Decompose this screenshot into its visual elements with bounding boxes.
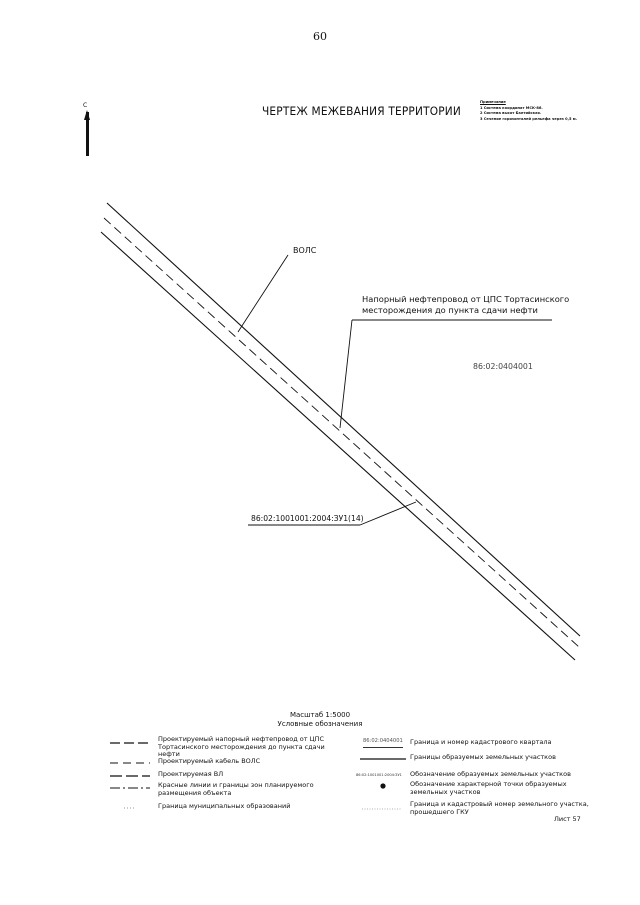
scale-block [0,711,640,729]
note-line: 2 Система высот Балтийская. [480,111,542,116]
drawing-title: ЧЕРТЕЖ МЕЖЕВАНИЯ ТЕРРИТОРИИ [262,104,461,118]
dash-swatch [110,761,150,765]
dot-swatch [110,806,150,810]
vols-leader-line [238,255,288,332]
legend-text: Проектируемый кабель ВОЛС [158,757,261,765]
legend-text: Проектируемая ВЛ [158,770,224,778]
legend-item [360,739,600,749]
pipeline-label-line: Напорный нефтепровод от ЦПС Тортасинского [362,294,570,304]
land-plot-label: 86:02:1001001:2004:ЗУ1(14) [251,514,364,523]
legend-item [110,758,350,768]
legend-item [110,782,350,800]
legend-item [110,803,350,813]
legend-text: Граница муниципальных образований [158,802,291,810]
solid-swatch [360,757,406,761]
legend-item [110,771,350,781]
legend-text: Граница и номер кадастрового квартала [410,738,552,746]
quarter-sample: 86:02:0404001 [363,738,403,748]
dash-dot-swatch [110,786,150,790]
legend-text: Красные линии и границы зон планируемого размещения объекта [158,781,314,797]
dotted-boundary-swatch [362,807,402,811]
legend-item [360,781,600,799]
cadastral-quarter-label: 86:02:0404001 [473,362,533,371]
legend-text: Границы образуемых земельных участков [410,753,556,761]
pipeline-label-line: месторождения до пункта сдачи нефти [362,305,538,315]
pipeline-axis-line [104,218,579,647]
pipeline-label [362,294,569,316]
note-line: 3 Сечение горизонталей рельефа через 0,5 м. [480,116,578,121]
page-number: 60 [313,30,327,43]
point-swatch [380,783,386,789]
plot-leader-line [360,502,416,525]
plot-boundary-line [107,203,580,636]
legend-item [360,754,600,764]
long-dash-swatch [110,774,150,778]
scale-text: Масштаб 1:5000 [289,711,351,719]
notes-heading: Примечание [480,100,506,104]
north-letter: С [83,102,88,109]
legend-text: Проектируемый напорный нефтепровод от ЦПС Тортасинского месторождения до пункта сдачи нефти [158,735,325,759]
legend-text: Обозначение образуемых земельных участков [410,770,571,778]
pipeline-leader-line [340,320,352,428]
legend-title: Условные обозначения [277,720,363,728]
legend-text: Обозначение характерной точки образуемых земельных участков [410,780,567,796]
plot-sample: 86:02:1001001:2004:ЗУ1 [356,773,402,777]
vols-label: ВОЛС [293,246,317,255]
long-dash-swatch [110,741,150,745]
note-line: 1 Система координат МСК-86. [480,105,543,110]
legend-text: Граница и кадастровый номер земельного участка, прошедшего ГКУ [410,800,589,816]
legend-item [110,735,350,759]
sheet-number: Лист 57 [554,815,581,823]
